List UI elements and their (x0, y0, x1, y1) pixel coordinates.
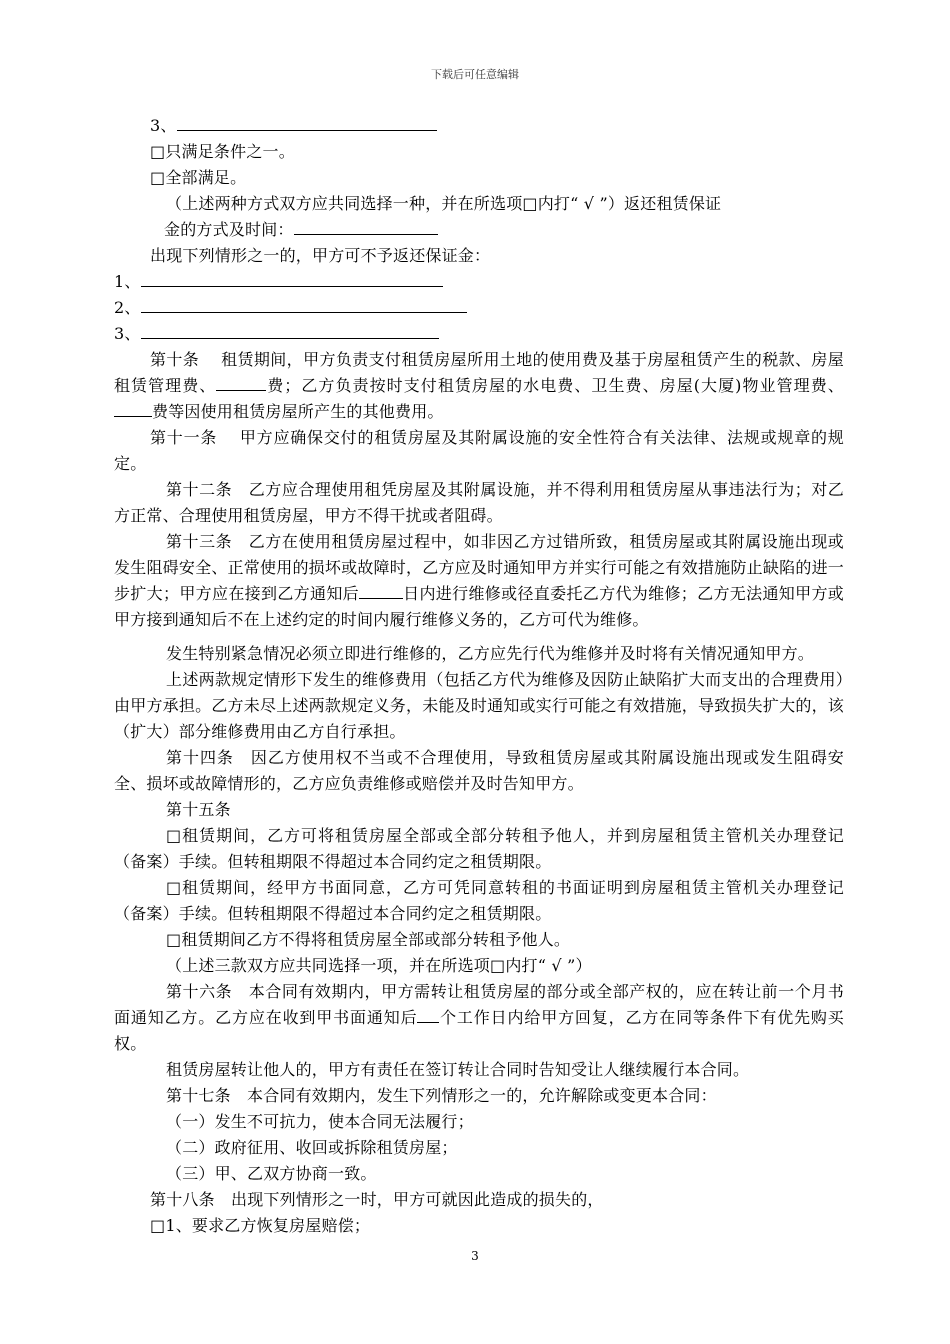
fill-blank (114, 400, 152, 417)
article-17-title: 第十七条 本合同有效期内，发生下列情形之一的，允许解除或变更本合同： (166, 1086, 717, 1105)
item-label: 2、 (114, 298, 141, 317)
item-label: 3、 (114, 324, 141, 343)
fill-blank (141, 270, 443, 287)
article-16-text-a: 第十六条 本合同有效期内，甲方需转让租赁房屋的部分或全部产权的，应在转让前一个月书面通知乙方。乙方应在收到甲书面通知后 (114, 982, 844, 1027)
article-13-text-b: 日内进行维修或径直委托乙方代为维修；乙方无法通知甲方或甲方接到通知后不在上述约定的时间内履行维修义务的，乙方可代为维修。 (114, 584, 844, 629)
no-refund-item-3 (114, 321, 844, 347)
article-16-paragraph-2: 租赁房屋转让他人的，甲方有责任在签订转让合同时告知受让人继续履行本合同。 (166, 1060, 750, 1079)
article-13-paragraph-2: 发生特别紧急情况必须立即进行维修的，乙方应先行代为维修并及时将有关情况通知甲方。 (166, 644, 815, 663)
selection-note: （上述两种方式双方应共同选择一种，并在所选项□内打“ √ ”）返还租赁保证 (166, 194, 722, 213)
article-10-text-c: 费等因使用租赁房屋所产生的其他费用。 (152, 402, 444, 421)
page-number: 3 (471, 1249, 479, 1263)
fill-blank (141, 296, 467, 313)
fill-blank (294, 218, 438, 235)
article-15-option-2: □租赁期间，经甲方书面同意，乙方可凭同意转租的书面证明到房屋租赁主管机关办理登记（备案）手续。但转租期限不得超过本合同约定之租赁期限。 (114, 878, 844, 923)
fill-blank (417, 1006, 439, 1023)
article-13-text-a: 第十三条 乙方在使用租赁房屋过程中，如非因乙方过错所致，租赁房屋或其附属设施出现或发生阻碍安全、正常使用的损坏或故障时，乙方应及时通知甲方并实行可能之有效措施防止缺陷的进一步扩大；甲方应在接到乙方通知后 (114, 532, 844, 603)
option-one-condition: □只满足条件之一。 (150, 142, 295, 161)
article-17-item-1: （一）发生不可抗力，使本合同无法履行； (166, 1112, 474, 1131)
no-refund-heading: 出现下列情形之一的，甲方可不予返还保证金： (150, 246, 491, 265)
fill-blank (141, 322, 439, 339)
article-18-title: 第十八条 出现下列情形之一时，甲方可就因此造成的损失的， (150, 1190, 604, 1209)
fill-blank (216, 374, 266, 391)
article-16 (114, 979, 844, 1057)
article-13-paragraph-3: 上述两款规定情形下发生的维修费用（包括乙方代为维修及因防止缺陷扩大而支出的合理费用）由甲方承担。乙方未尽上述两款规定义务，未能及时通知或实行可能之有效措施，导致损失扩大的，该（扩大）部分维修费用由乙方自行承担。 (114, 670, 844, 741)
article-10 (114, 347, 844, 425)
fill-blank (177, 114, 437, 131)
article-15-option-3: □租赁期间乙方不得将租赁房屋全部或部分转租予他人。 (166, 930, 571, 949)
article-14: 第十四条 因乙方使用权不当或不合理使用，导致租赁房屋或其附属设施出现或发生阻碍安全、损坏或故障情形的，乙方应负责维修或赔偿并及时告知甲方。 (114, 748, 844, 793)
article-16-text-b: 个工作日内给甲方回复，乙方在同等条件下有优先购买权。 (114, 1008, 844, 1053)
article-10-text-b: 费；乙方负责按时支付租赁房屋的水电费、卫生费、房屋(大厦)物业管理费、 (266, 376, 844, 395)
article-15-option-1: □租赁期间，乙方可将租赁房屋全部或全部分转租予他人，并到房屋租赁主管机关办理登记（备案）手续。但转租期限不得超过本合同约定之租赁期限。 (114, 826, 844, 871)
article-18-item-1: □1、要求乙方恢复房屋赔偿； (150, 1216, 371, 1235)
deposit-return-label: 金的方式及时间： (164, 220, 294, 239)
page-header: 下载后可任意编辑 (431, 68, 519, 81)
option-all-conditions: □全部满足。 (150, 168, 247, 187)
article-17-item-2: （二）政府征用、收回或拆除租赁房屋； (166, 1138, 458, 1157)
no-refund-item-2 (114, 295, 844, 321)
article-11: 第十一条 甲方应确保交付的租赁房屋及其附属设施的安全性符合有关法律、法规或规章的规定。 (114, 428, 844, 473)
article-12: 第十二条 乙方应合理使用租凭房屋及其附属设施，并不得利用租赁房屋从事违法行为；对乙方正常、合理使用租赁房屋，甲方不得干扰或者阻碍。 (114, 480, 844, 525)
condition-3-line (114, 113, 844, 139)
deposit-return-method (114, 217, 844, 243)
article-17-item-3: （三）甲、乙双方协商一致。 (166, 1164, 377, 1183)
document-body (114, 113, 844, 1239)
article-10-text-a: 第十条 租赁期间，甲方负责支付租赁房屋所用土地的使用费及基于房屋租赁产生的税款、房屋租赁管理费、 (114, 350, 844, 395)
item-label: 1、 (114, 272, 141, 291)
article-15-title: 第十五条 (166, 800, 231, 819)
item-label: 3、 (150, 116, 177, 135)
article-13 (114, 529, 844, 633)
article-15-note: （上述三款双方应共同选择一项，并在所选项□内打“ √ ”） (166, 956, 592, 975)
no-refund-item-1 (114, 269, 844, 295)
fill-blank (359, 582, 403, 599)
